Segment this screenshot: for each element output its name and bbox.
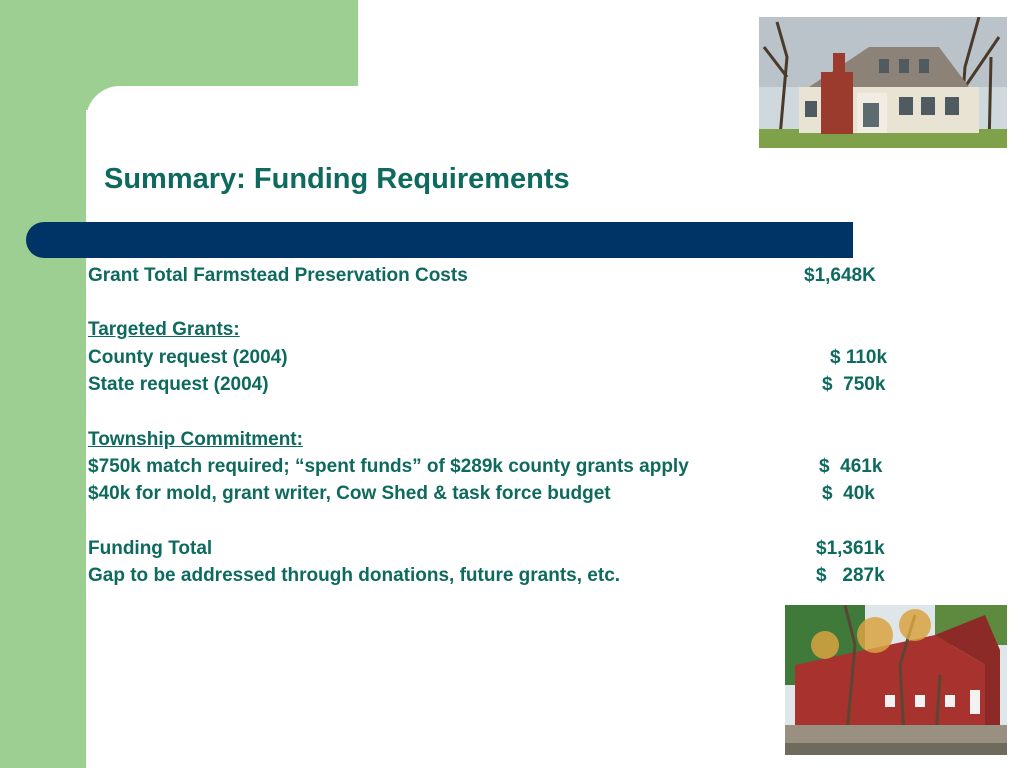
targeted-grants-heading: Targeted Grants: xyxy=(88,319,240,340)
slide-title: Summary: Funding Requirements xyxy=(104,163,570,195)
match-required-label: $750k match required; “spent funds” of $289k county grants apply xyxy=(88,456,689,477)
left-green-strip xyxy=(0,0,86,768)
mold-budget-label: $40k for mold, grant writer, Cow Shed & task force budget xyxy=(88,483,611,504)
grant-total-label: Grant Total Farmstead Preservation Costs xyxy=(88,265,468,286)
grant-total-amount: $1,648K xyxy=(804,265,876,286)
funding-total-label: Funding Total xyxy=(88,538,213,559)
county-request-amount: $ 110k xyxy=(830,347,888,368)
mold-budget-amount: $ 40k xyxy=(822,483,875,504)
match-required-amount: $ 461k xyxy=(819,456,883,477)
funding-total-amount: $1,361k xyxy=(816,538,885,559)
county-request-label: County request (2004) xyxy=(88,347,288,368)
farmhouse-photo xyxy=(759,17,1007,148)
township-commitment-heading: Township Commitment: xyxy=(88,429,303,450)
state-request-amount: $ 750k xyxy=(822,374,886,395)
gap-amount: $ 287k xyxy=(816,565,885,586)
state-request-label: State request (2004) xyxy=(88,374,269,395)
gap-label: Gap to be addressed through donations, future grants, etc. xyxy=(88,565,621,586)
red-barn-photo xyxy=(785,605,1007,755)
title-divider-bar xyxy=(26,222,853,258)
